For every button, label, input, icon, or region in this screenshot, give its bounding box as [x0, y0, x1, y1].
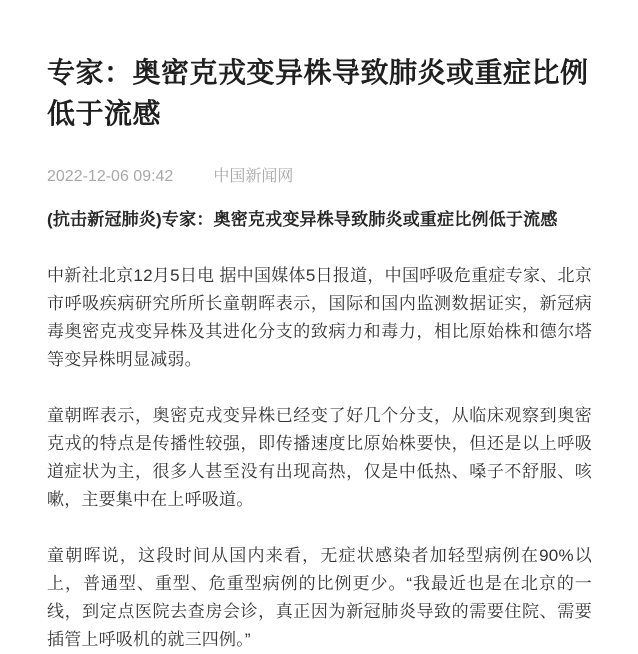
article-title: 专家：奥密克戎变异株导致肺炎或重症比例低于流感 [47, 57, 589, 129]
publish-timestamp: 2022-12-06 09:42 [47, 168, 174, 185]
article-paragraph-2: 童朝晖表示，奥密克戎变异株已经变了好几个分支，从临床观察到奥密克戎的特点是传播性较强，即传播速度比原始株要快，但还是以上呼吸道症状为主，很多人甚至没有出现高热，仅是中低热、嗓子不舒服、咳嗽，主要集中在上呼吸道。 [47, 406, 592, 509]
article-meta [47, 166, 592, 188]
article-paragraph-3: 童朝晖说，这段时间从国内来看，无症状感染者加轻型病例在90%以上，普通型、重型、危重型病例的比例更少。“我最近也是在北京的一线，到定点医院去查房会诊，真正因为新冠肺炎导致的需要住院、需要插管上呼吸机的就三四例。” [47, 546, 592, 649]
article-lead: (抗击新冠肺炎)专家：奥密克戎变异株导致肺炎或重症比例低于流感 [47, 210, 558, 229]
source-name: 中国新闻网 [213, 168, 294, 185]
article-body [47, 206, 592, 654]
article-paragraph-1: 中新社北京12月5日电 据中国媒体5日报道，中国呼吸危重症专家、北京市呼吸疾病研究所所长童朝晖表示，国际和国内监测数据证实，新冠病毒奥密克戎变异株及其进化分支的致病力和毒力，相比原始株和德尔塔等变异株明显减弱。 [47, 266, 592, 369]
